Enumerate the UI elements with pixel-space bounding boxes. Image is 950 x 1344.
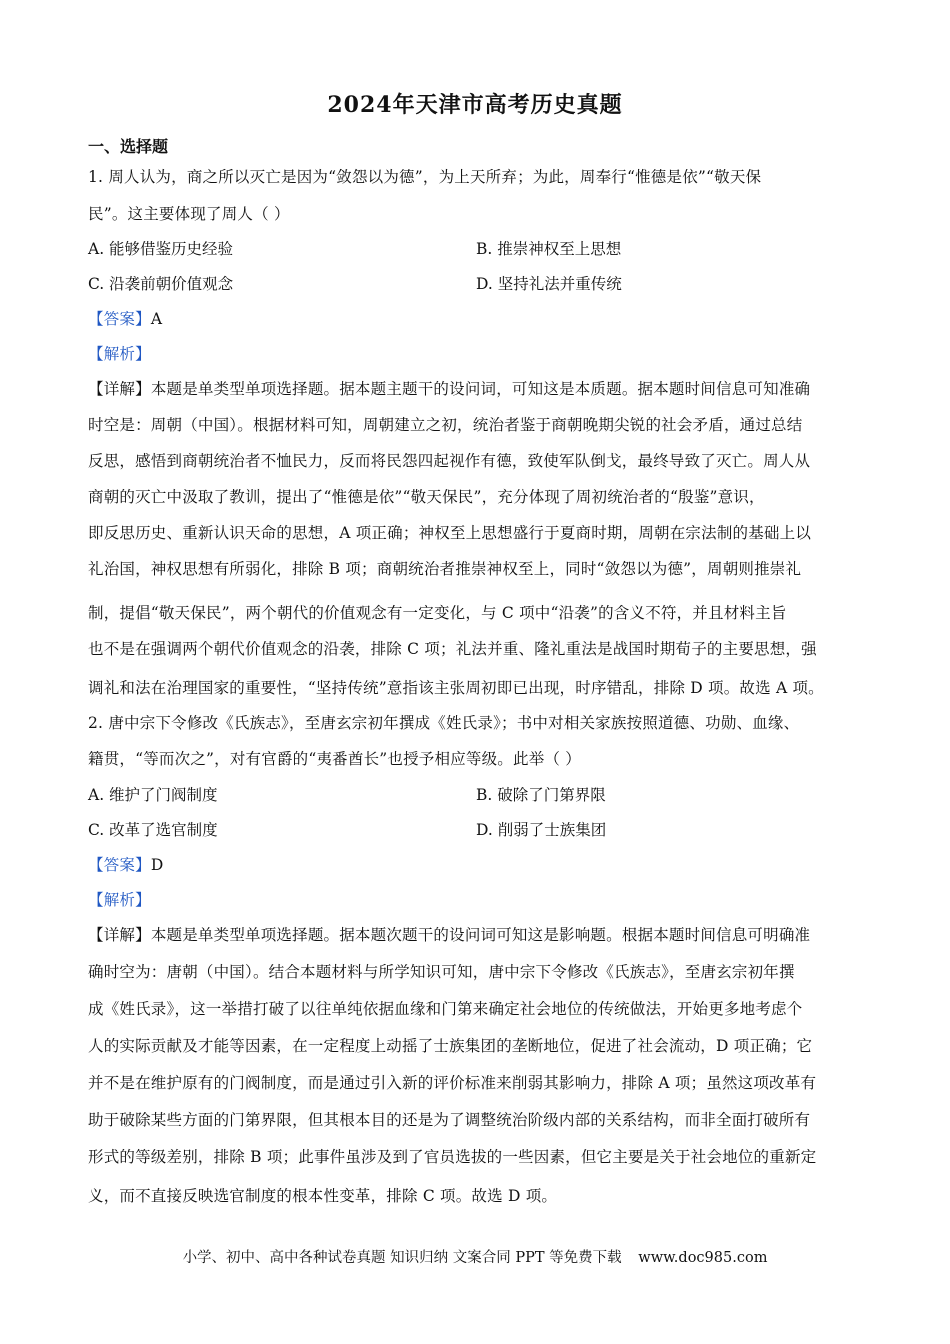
q2-option-b: B. 破除了门第界限 [476, 786, 606, 804]
footer-text: 小学、初中、高中各种试卷真题 知识归纳 文案合同 PPT 等免费下载 [182, 1250, 622, 1266]
q2-detail-line-7: 形式的等级差别，排除 B 项；此事件虽涉及到了官员选拔的一些因素，但它主要是关于社会地位的重新定 [88, 1148, 817, 1166]
q1-detail-line-5: 即反思历史、重新认识天命的思想，A 项正确；神权至上思想盛行于夏商时期，周朝在宗法制的基础上以 [88, 524, 812, 542]
q1-analysis-tag: 【解析】 [88, 345, 151, 363]
q2-analysis-tag: 【解析】 [88, 891, 151, 909]
q1-detail-line-7: 制，提倡“敬天保民”，两个朝代的价值观念有一定变化，与 C 项中“沿袭”的含义不符，并且材料主旨 [88, 604, 787, 622]
q1-option-b: B. 推崇神权至上思想 [476, 240, 622, 258]
q1-detail-line-4: 商朝的灭亡中汲取了教训，提出了“惟德是依”“敬天保民”，充分体现了周初统治者的“殷鉴”意识， [88, 488, 765, 506]
document-title: 2024年天津市高考历史真题 [327, 92, 623, 118]
detail-text: 本题是单类型单项选择题。据本题主题干的设问词，可知这是本质题。据本题时间信息可知准确 [150, 380, 811, 398]
q1-stem-line-1: 1. 周人认为，商之所以灭亡是因为“敛怨以为德”，为上天所弃；为此，周奉行“惟德是依”“敬天保 [88, 168, 762, 186]
q2-stem-line-2: 籍贯，“等而次之”，对有官爵的“夷番酋长”也授予相应等级。此举（ ） [88, 750, 581, 768]
answer-value: D [150, 856, 164, 874]
q2-answer [88, 853, 163, 875]
q2-detail-line-3: 成《姓氏录》，这一举措打破了以往单纯依据血缘和门第来确定社会地位的传统做法，开始更多地考虑个 [88, 1000, 803, 1018]
q1-detail-line-6: 礼治国，神权思想有所弱化，排除 B 项；商朝统治者推崇神权至上，同时“敛怨以为德”，周朝则推崇礼 [88, 560, 802, 578]
section-heading: 一、选择题 [88, 137, 169, 156]
q2-option-c: C. 改革了选官制度 [88, 821, 218, 839]
detail-tag: 【详解】 [88, 926, 151, 944]
answer-tag: 【答案】 [88, 856, 151, 874]
q2-detail-line-1 [88, 923, 810, 945]
q1-answer [88, 307, 162, 329]
q1-detail-line-1 [88, 377, 810, 399]
q2-stem-line-1: 2. 唐中宗下令修改《氏族志》，至唐玄宗初年撰成《姓氏录》；书中对相关家族按照道德、功勋、血缘、 [88, 714, 800, 732]
q1-option-a: A. 能够借鉴历史经验 [88, 240, 234, 258]
q2-detail-line-8: 义，而不直接反映选官制度的根本性变革，排除 C 项。故选 D 项。 [88, 1187, 558, 1205]
q1-detail-line-8: 也不是在强调两个朝代价值观念的沿袭，排除 C 项；礼法并重、隆礼重法是战国时期荀子的主要思想，强 [88, 640, 817, 658]
q1-option-d: D. 坚持礼法并重传统 [476, 275, 622, 293]
q1-stem-line-2: 民”。这主要体现了周人（ ） [88, 205, 290, 223]
detail-tag: 【详解】 [88, 380, 151, 398]
q2-detail-line-2: 确时空为：唐朝（中国）。结合本题材料与所学知识可知，唐中宗下令修改《氏族志》，至唐玄宗初年撰 [88, 963, 795, 981]
answer-tag: 【答案】 [88, 310, 151, 328]
footer-link[interactable]: www.doc985.com [638, 1250, 768, 1266]
q2-option-a: A. 维护了门阀制度 [88, 786, 218, 804]
q1-option-c: C. 沿袭前朝价值观念 [88, 275, 234, 293]
q2-option-d: D. 削弱了士族集团 [476, 821, 607, 839]
q1-detail-line-9: 调礼和法在治理国家的重要性，“坚持传统”意指该主张周初即已出现，时序错乱，排除 D 项。故选 A 项。 [88, 679, 824, 697]
q2-detail-line-4: 人的实际贡献及才能等因素，在一定程度上动摇了士族集团的垄断地位，促进了社会流动，D 项正确；它 [88, 1037, 813, 1055]
answer-value: A [150, 310, 163, 328]
q2-detail-line-5: 并不是在维护原有的门阀制度，而是通过引入新的评价标准来削弱其影响力，排除 A 项；虽然这项改革有 [88, 1074, 817, 1092]
page-footer [0, 1246, 950, 1267]
q1-detail-line-3: 反思，感悟到商朝统治者不恤民力，反而将民怨四起视作有德，致使军队倒戈，最终导致了灭亡。周人从 [88, 452, 811, 470]
detail-text: 本题是单类型单项选择题。据本题次题干的设问词可知这是影响题。根据本题时间信息可明确准 [150, 926, 811, 944]
q2-detail-line-6: 助于破除某些方面的门第界限，但其根本目的还是为了调整统治阶级内部的关系结构，而非全面打破所有 [88, 1111, 811, 1129]
q1-detail-line-2: 时空是：周朝（中国）。根据材料可知，周朝建立之初，统治者鉴于商朝晚期尖锐的社会矛盾，通过总结 [88, 416, 803, 434]
